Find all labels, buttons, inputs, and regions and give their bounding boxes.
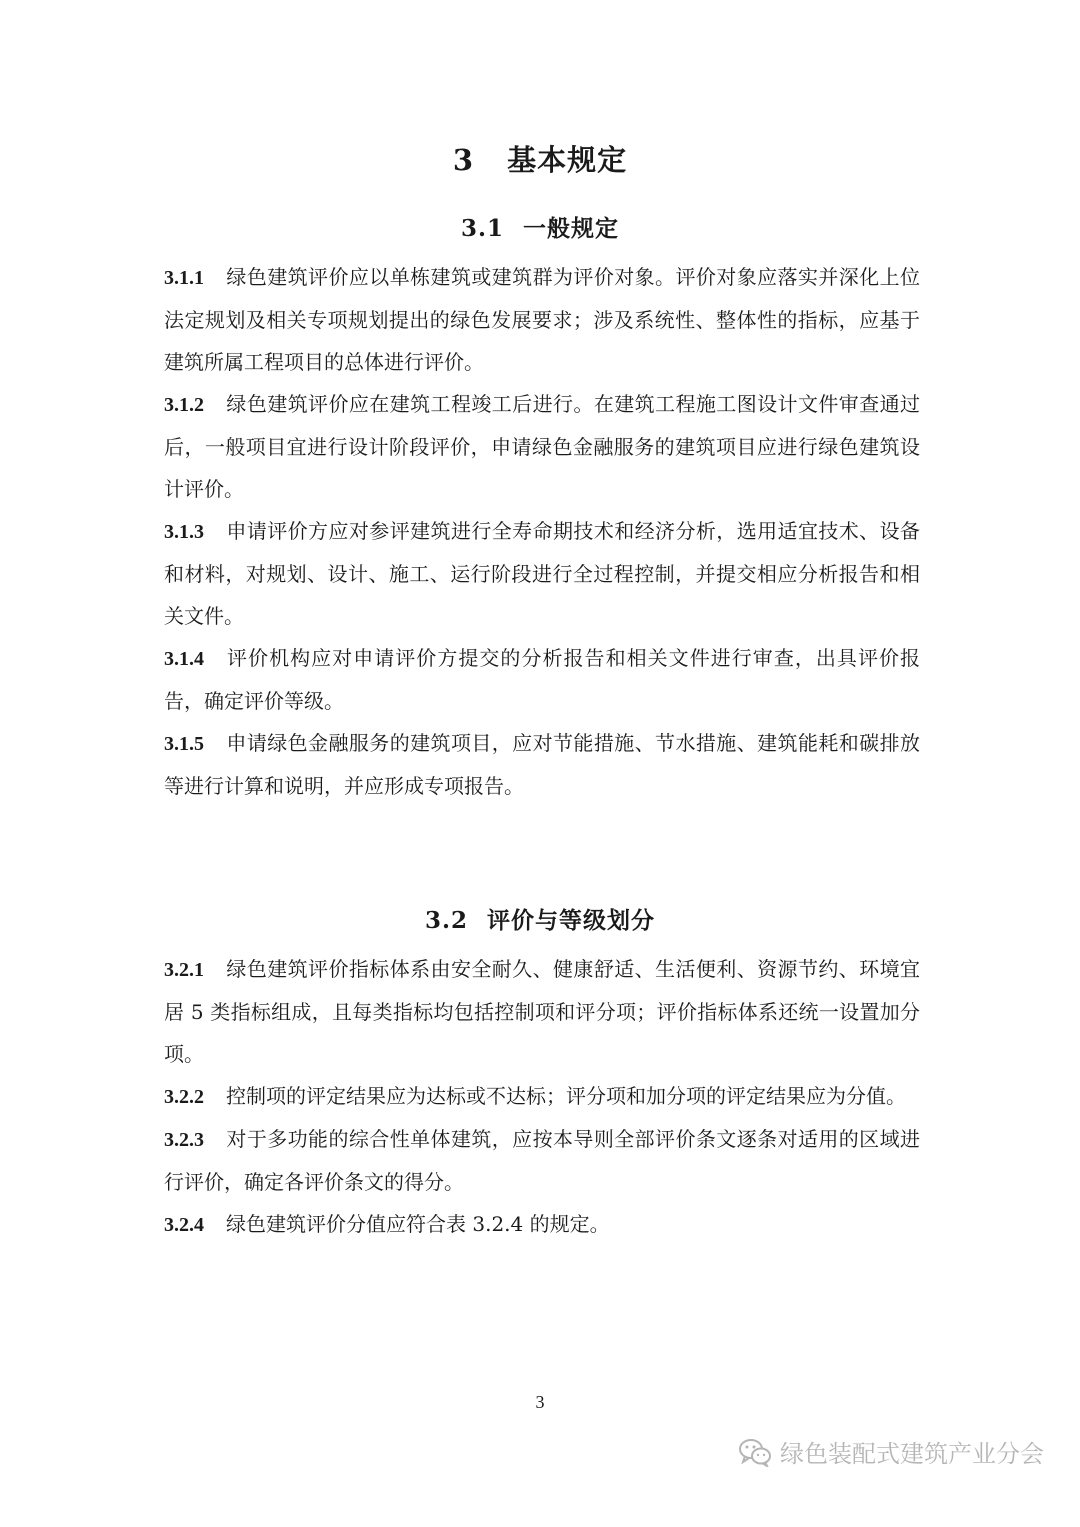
clause-number: 3.1.4 [164, 648, 204, 670]
section-title: 3.1 一般规定 [460, 215, 620, 242]
clause [164, 948, 920, 1075]
clause-number: 3.1.2 [164, 394, 204, 416]
clause-number: 3.2.2 [164, 1086, 204, 1108]
clause [164, 510, 920, 637]
section-3-1-clauses [164, 256, 920, 807]
clause-number: 3.2.1 [164, 959, 204, 981]
clause-text: 控制项的评定结果应为达标或不达标；评分项和加分项的评定结果应为分值。 [226, 1084, 906, 1108]
clause-text: 申请评价方应对参评建筑进行全寿命期技术和经济分析，选用适宜技术、设备和材料，对规划、设计、施工、运行阶段进行全过程控制，并提交相应分析报告和相关文件。 [164, 519, 920, 628]
clause [164, 383, 920, 510]
clause-text: 绿色建筑评价应以单栋建筑或建筑群为评价对象。评价对象应落实并深化上位法定规划及相关专项规划提出的绿色发展要求；涉及系统性、整体性的指标，应基于建筑所属工程项目的总体进行评价。 [164, 265, 920, 374]
clause [164, 637, 920, 722]
clause-text: 对于多功能的综合性单体建筑，应按本导则全部评价条文逐条对适用的区域进行评价，确定各评价条文的得分。 [164, 1127, 920, 1194]
clause-text: 评价机构应对申请评价方提交的分析报告和相关文件进行审查，出具评价报告，确定评价等级。 [164, 646, 920, 713]
page-number: 3 [535, 1392, 545, 1412]
watermark-text: 绿色装配式建筑产业分会 [780, 1440, 1044, 1468]
clause-number: 3.1.5 [164, 733, 204, 755]
clause-text: 绿色建筑评价指标体系由安全耐久、健康舒适、生活便利、资源节约、环境宜居 5 类指标组成，且每类指标均包括控制项和评分项；评价指标体系还统一设置加分项。 [164, 957, 920, 1066]
clause [164, 1203, 920, 1246]
clause-text: 绿色建筑评价应在建筑工程竣工后进行。在建筑工程施工图设计文件审查通过后，一般项目宜进行设计阶段评价，申请绿色金融服务的建筑项目应进行绿色建筑设计评价。 [164, 392, 920, 501]
clause-number: 3.1.3 [164, 521, 204, 543]
clause-number: 3.2.4 [164, 1214, 204, 1236]
clause-number: 3.1.1 [164, 267, 204, 289]
clause [164, 256, 920, 383]
clause [164, 1118, 920, 1203]
section-3-2-clauses [164, 948, 920, 1246]
watermark [738, 1434, 1044, 1469]
chapter-title: 3 基本规定 [452, 143, 628, 177]
clause [164, 1075, 920, 1118]
wechat-icon [738, 1437, 772, 1467]
clause-text: 申请绿色金融服务的建筑项目，应对节能措施、节水措施、建筑能耗和碳排放等进行计算和说明，并应形成专项报告。 [164, 731, 920, 798]
section-title: 3.2 评价与等级划分 [424, 907, 656, 934]
clause [164, 722, 920, 807]
clause-number: 3.2.3 [164, 1129, 204, 1151]
clause-text: 绿色建筑评价分值应符合表 3.2.4 的规定。 [226, 1212, 610, 1236]
